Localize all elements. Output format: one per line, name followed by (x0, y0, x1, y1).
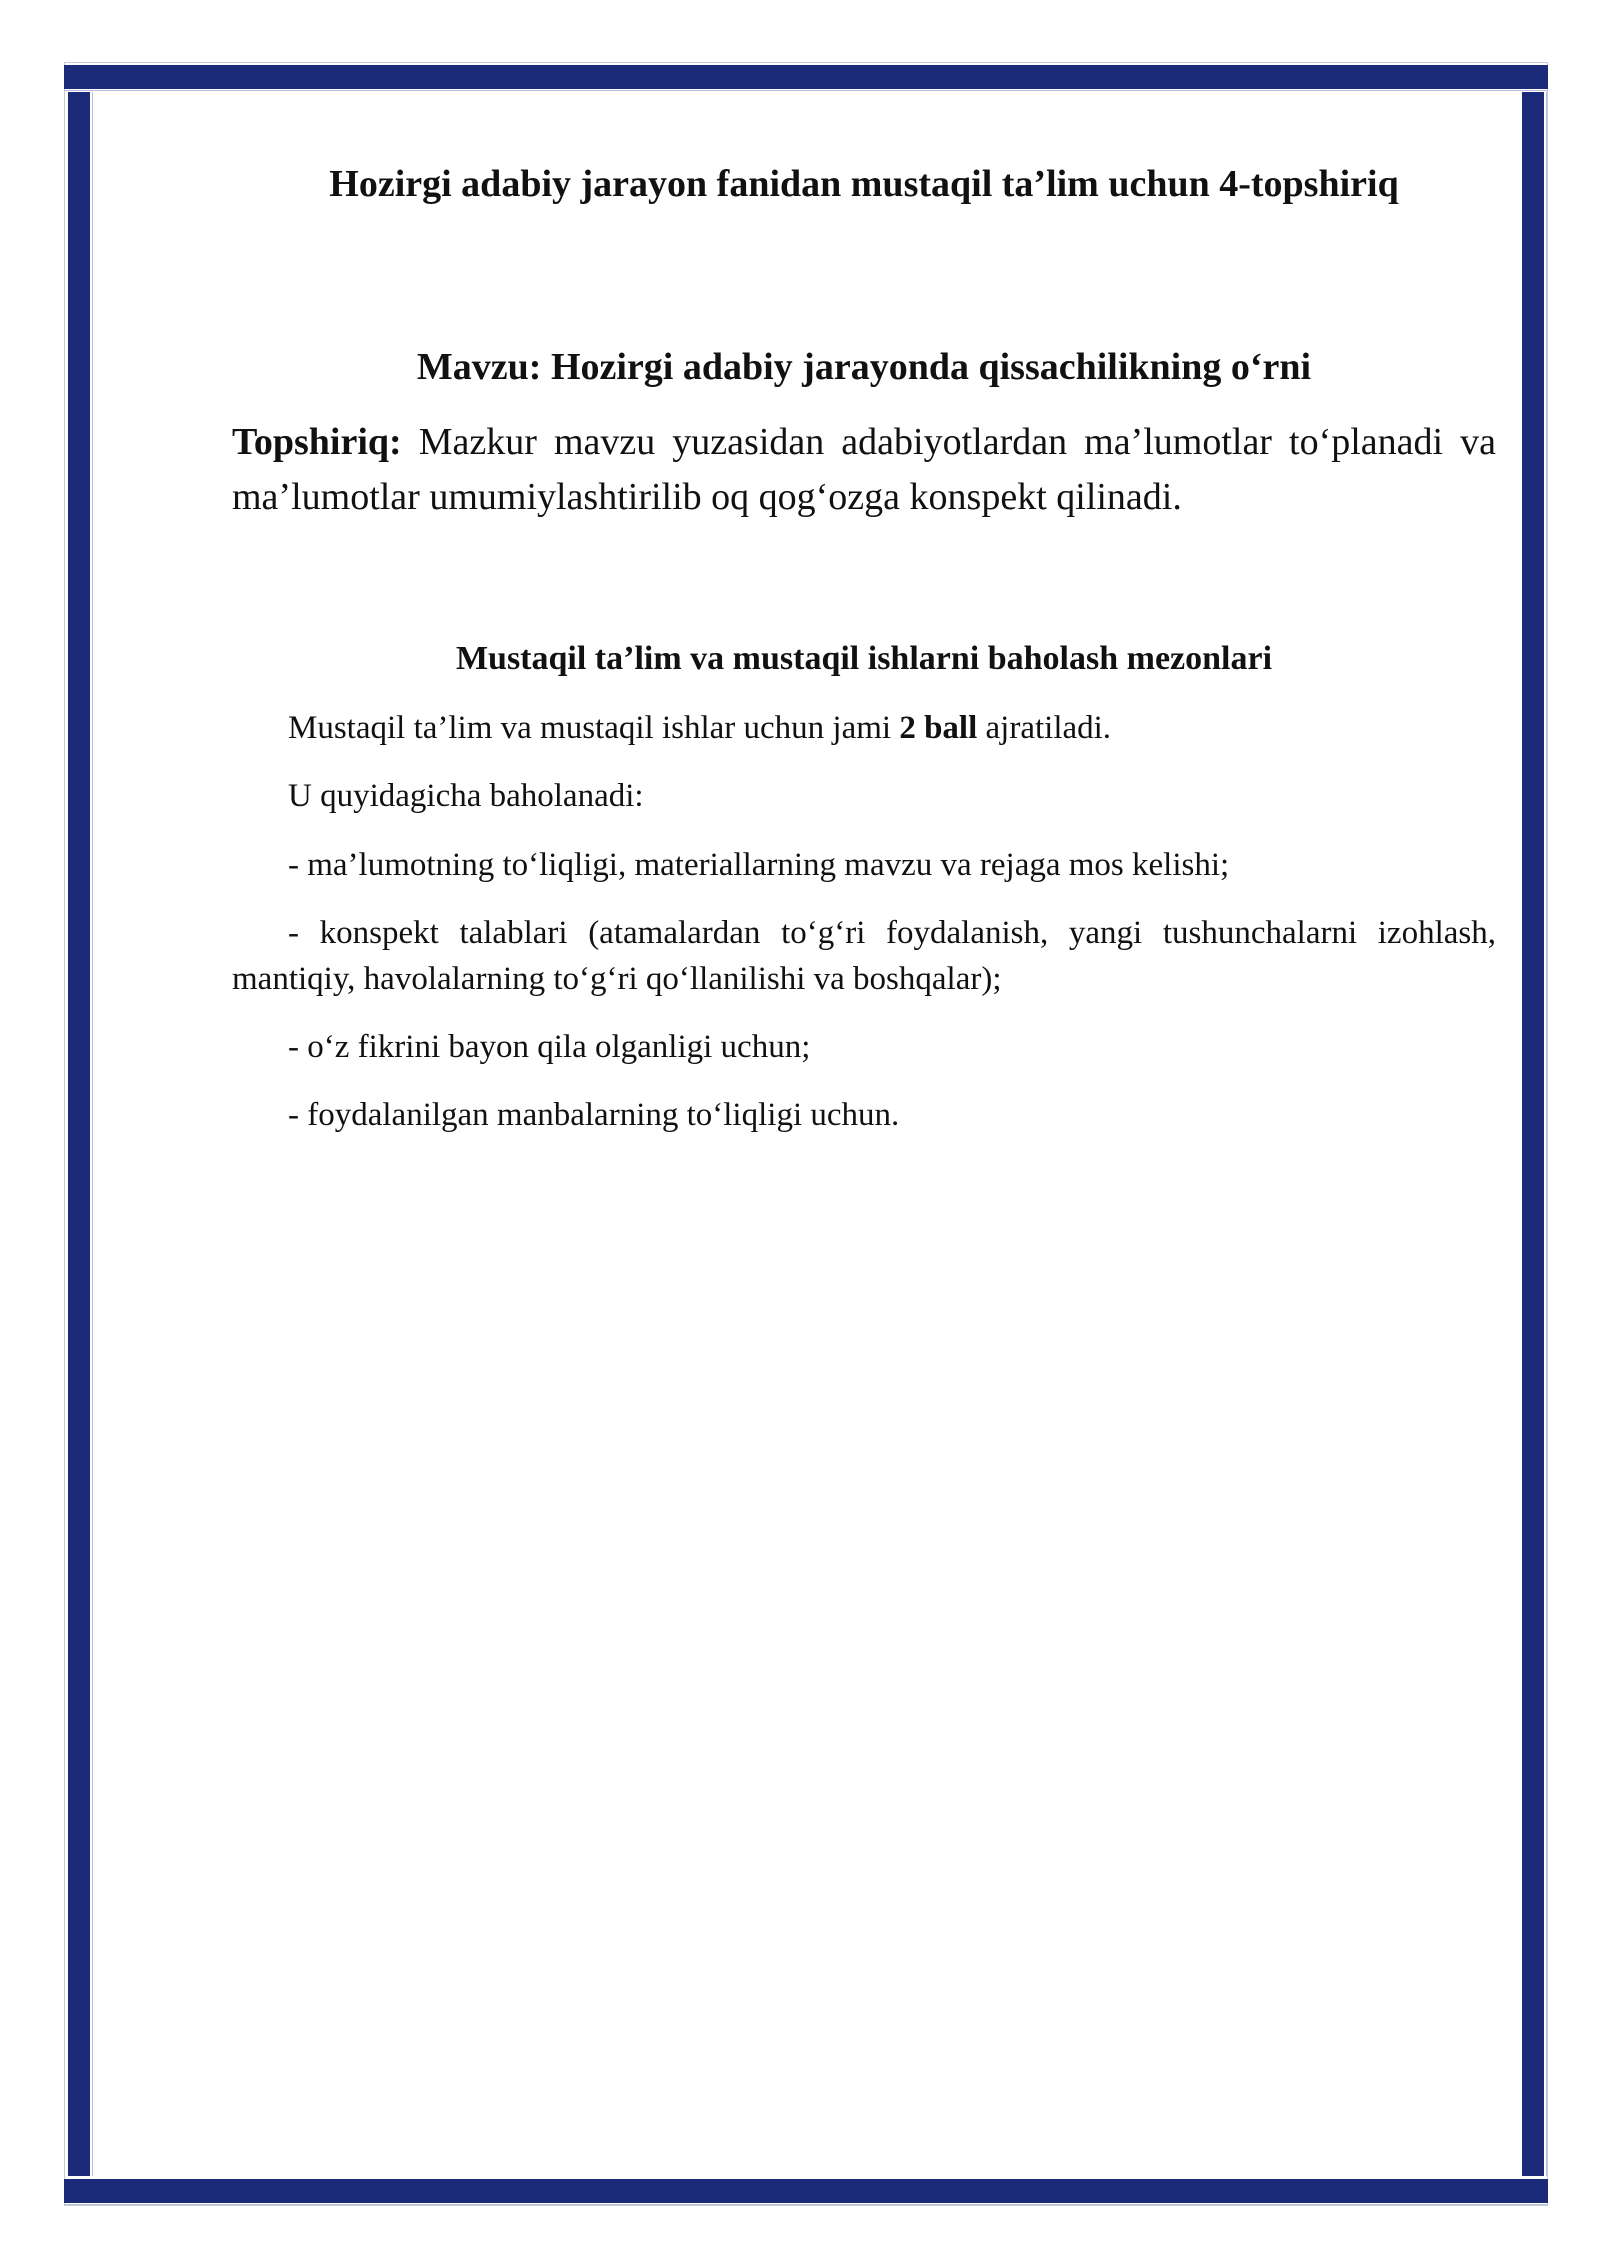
border-left (64, 92, 94, 2176)
task-text: Mazkur mavzu yuzasidan adabiyotlardan ma’lumotlar to‘planadi va ma’lumotlar umumiylashtirilib oq qog‘ozga konspekt qilinadi. (232, 420, 1496, 518)
document-body (232, 140, 1496, 1138)
task-label: Topshiriq: (232, 420, 402, 463)
evaluation-intro: U quyidagicha baholanadi: (288, 778, 644, 815)
border-right (1518, 92, 1548, 2176)
points-text-after: ajratiladi. (977, 710, 1112, 747)
points-value: 2 ball (899, 710, 978, 747)
criteria-heading: Mustaqil ta’lim va mustaqil ishlarni baholash mezonlari (455, 639, 1273, 677)
criterion-item: - o‘z fikrini bayon qila olganligi uchun; (288, 1029, 811, 1066)
points-text-before: Mustaqil ta’lim va mustaqil ishlar uchun jami (288, 710, 900, 747)
border-top (64, 62, 1548, 92)
border-bottom (64, 2176, 1548, 2206)
document-title: Hozirgi adabiy jarayon fanidan mustaqil ta’lim uchun 4-topshiriq (329, 163, 1399, 205)
criterion-item: - foydalanilgan manbalarning to‘liqligi uchun. (288, 1097, 900, 1134)
criterion-item: - ma’lumotning to‘liqligi, materiallarning mavzu va rejaga mos kelishi; (288, 846, 1230, 883)
task-paragraph (232, 415, 1496, 525)
points-paragraph (232, 705, 1496, 751)
criterion-item: - konspekt talablari (atamalardan to‘g‘ri foydalanish, yangi tushunchalarni izohlash, mantiqiy, havolalarning to‘g‘ri qo‘llanilishi va boshqalar); (232, 914, 1496, 997)
topic-heading: Mavzu: Hozirgi adabiy jarayonda qissachilikning o‘rni (416, 346, 1312, 389)
